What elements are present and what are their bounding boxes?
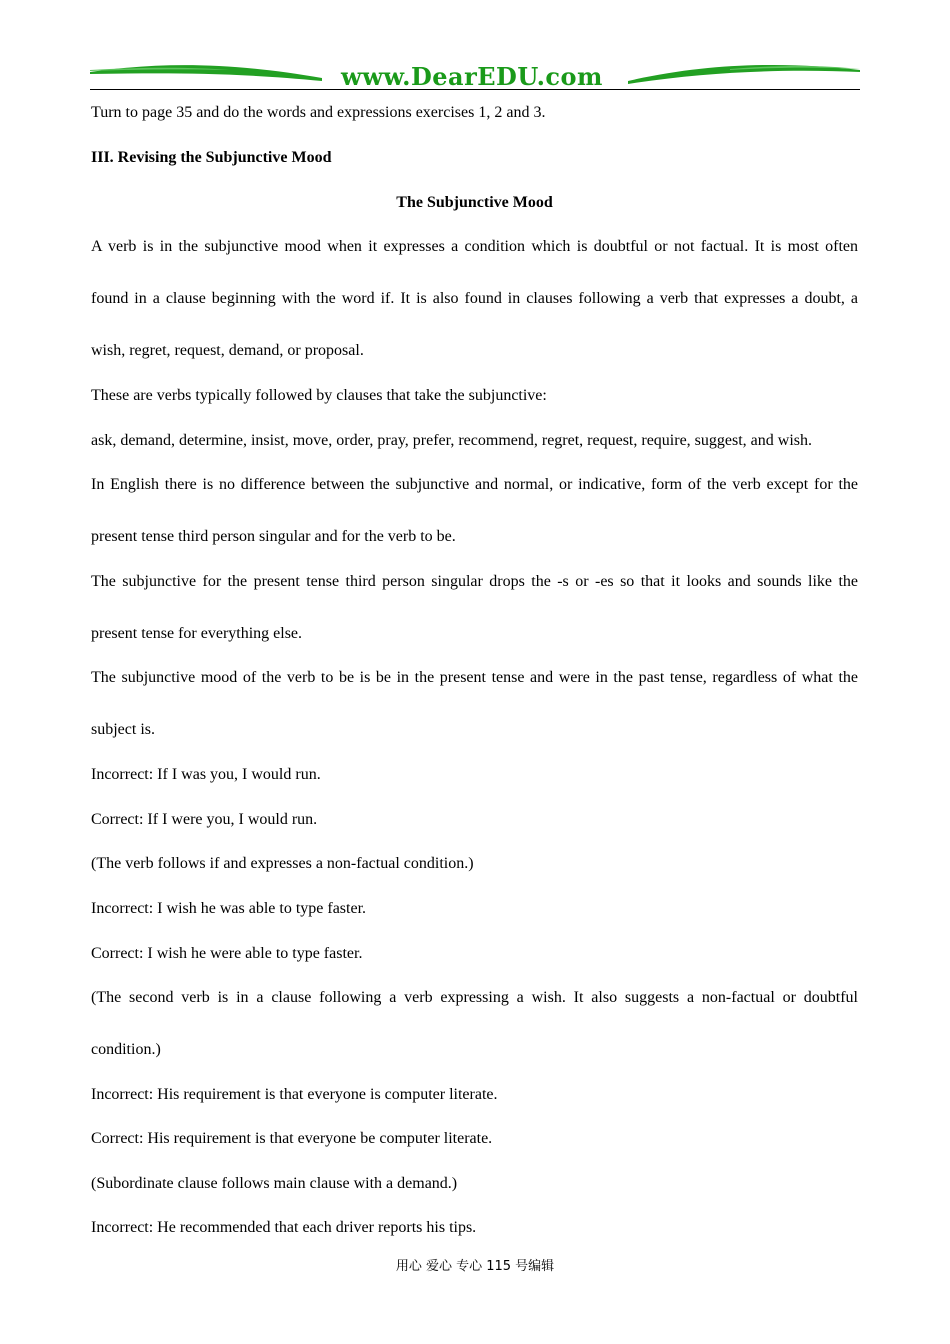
example-2-note-line-1: (The second verb is in a clause following a verb expressing a wish. It also suggests a non-factual or doubtful [91,989,858,1006]
third-person-line-2: present tense for everything else. [91,625,303,642]
definition-line-2: found in a clause beginning with the word if. It is also found in clauses following a verb that expresses a doubt, a [91,290,858,307]
example-3-note: (Subordinate clause follows main clause with a demand.) [91,1175,458,1192]
example-2-correct: Correct: I wish he were able to type faster. [91,945,363,962]
section-heading: III. Revising the Subjunctive Mood [91,149,332,166]
header-rule [90,89,860,90]
exercise-instruction: Turn to page 35 and do the words and expressions exercises 1, 2 and 3. [91,104,546,121]
page-title: The Subjunctive Mood [396,194,553,211]
english-line-1: In English there is no difference between the subjunctive and normal, or indicative, form of the verb except for the [91,476,858,493]
verb-be-line-2: subject is. [91,721,155,738]
example-1-correct: Correct: If I were you, I would run. [91,811,318,828]
site-logo[interactable]: www.DearEDU.com [341,62,603,91]
example-1-note: (The verb follows if and expresses a non-factual condition.) [91,855,474,872]
example-4-incorrect: Incorrect: He recommended that each driver reports his tips. [91,1219,477,1236]
verbs-list: ask, demand, determine, insist, move, order, pray, prefer, recommend, regret, request, require, suggest, and wish. [91,432,812,449]
third-person-line-1: The subjunctive for the present tense third person singular drops the -s or -es so that it looks and sounds like the [91,573,858,590]
page-header [90,62,860,94]
definition-line-1: A verb is in the subjunctive mood when it expresses a condition which is doubtful or not factual. It is most often [91,238,858,255]
definition-line-3: wish, regret, request, demand, or proposal. [91,342,364,359]
example-2-note-line-2: condition.) [91,1041,161,1058]
english-line-2: present tense third person singular and for the verb to be. [91,528,456,545]
example-3-correct: Correct: His requirement is that everyone be computer literate. [91,1130,493,1147]
page-footer: 用心 爱心 专心 115 号编辑 [395,1259,555,1274]
example-2-incorrect: Incorrect: I wish he was able to type faster. [91,900,367,917]
verb-be-line-1: The subjunctive mood of the verb to be is be in the present tense and were in the past tense, regardless of what the [91,669,858,686]
verbs-intro: These are verbs typically followed by clauses that take the subjunctive: [91,387,547,404]
example-3-incorrect: Incorrect: His requirement is that everyone is computer literate. [91,1086,498,1103]
example-1-incorrect: Incorrect: If I was you, I would run. [91,766,321,783]
